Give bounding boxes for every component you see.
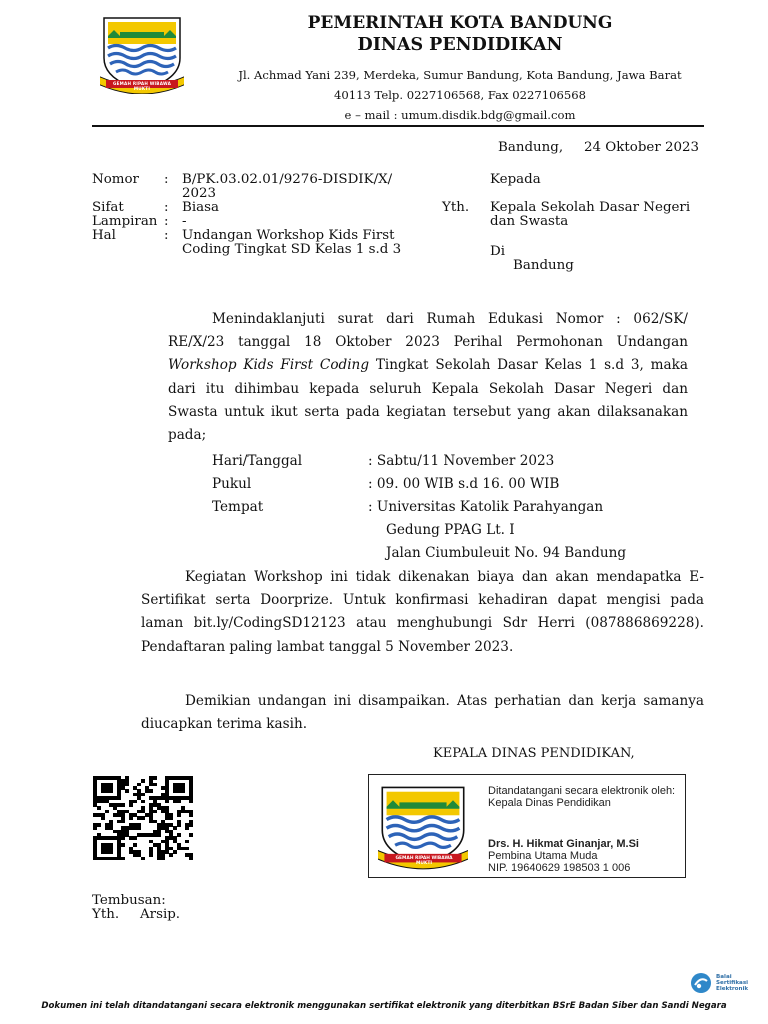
qr-module [177,833,181,837]
para2-text: Kegiatan Workshop ini tidak dikenakan biaya dan akan mendapatka E-Sertifikat serta Doorprize. Untuk konfirmasi kehadiran dapat mengisi pada laman bit.ly/CodingSD12123 atau menghubungi Sdr Herri (087886869228). Pendaftaran paling lambat tanggal 5 November 2023. [141,569,704,655]
meta-label-lampiran: Lampiran [92,214,158,229]
qr-module [121,836,125,840]
meta-value-lampiran: - [182,214,187,229]
email-line: e – mail : umum.disdik.bdg@gmail.com [344,108,576,122]
meta-value-nomor-cont: 2023 [182,186,217,201]
bsre-line-2: Sertifikasi [716,980,749,987]
qr-module [137,783,141,787]
footer-disclaimer: Dokumen ini telah ditandatangani secara elektronik menggunakan sertifikat elektronik yang diterbitkan BSrE Badan Siber dan Sandi Negara [41,1001,727,1011]
qr-module [185,840,189,844]
schedule-value-place: : Universitas Katolik Parahyangan [368,499,604,515]
qr-module [101,816,105,820]
qr-module [141,816,145,820]
qr-module [149,853,153,857]
qr-module [189,857,193,861]
qr-code [93,776,193,860]
body-paragraph-3 [141,690,704,736]
qr-module [153,783,157,787]
schedule-value-time: : 09. 00 WIB s.d 16. 00 WIB [368,476,560,492]
qr-module [141,857,145,861]
qr-module [185,847,189,851]
qr-module [177,813,181,817]
qr-module [153,810,157,814]
qr-module [93,826,97,830]
logo-motto: GEMAH RIPAH WIBAWA MUKTI [112,81,172,91]
qr-module [149,789,153,793]
qr-module [165,800,169,804]
meta-value-hal-cont: Coding Tingkat SD Kelas 1 s.d 3 [182,242,402,257]
qr-module [169,853,173,857]
body-paragraph-2 [141,566,704,659]
meta-sep: : [164,172,169,187]
qr-module [133,843,137,847]
qr-module [129,816,133,820]
recipient-di: Di [490,244,506,259]
qr-module [97,806,101,810]
meta-label-hal: Hal [92,228,116,243]
para1-text-b: Tingkat Sekolah Dasar Kelas 1 s.d 3, maka dari itu dihimbau kepada seluruh Kepala Sekolah Dasar Negeri dan Swasta untuk ikut serta pada kegiatan tersebut yang akan dilaksanakan pada; [168,357,689,444]
qr-module [141,800,145,804]
bsre-logo-text [716,974,748,993]
meta-sep: : [164,214,169,229]
qr-module [161,857,165,861]
tembusan-item: Arsip. [140,907,181,922]
tembusan-yth: Yth. [92,907,120,922]
schedule-label-place: Tempat [212,499,264,515]
venue-line-3: Jalan Ciumbuleuit No. 94 Bandung [386,545,627,561]
qr-module [121,803,125,807]
qr-module [97,823,101,827]
qr-module [125,789,129,793]
qr-module [133,800,137,804]
recipient-name-cont: dan Swasta [490,214,569,229]
qr-module [185,826,189,830]
qr-module [117,796,121,800]
qr-module [189,833,193,837]
qr-module [189,813,193,817]
venue-line-2: Gedung PPAG Lt. I [386,522,515,538]
signatory-position: KEPALA DINAS PENDIDIKAN, [433,746,635,761]
recipient-kepada: Kepada [490,172,541,187]
qr-module [129,803,133,807]
schedule-value-day: : Sabtu/11 November 2023 [368,453,555,469]
para1-italic: Workshop Kids First Coding [168,357,370,374]
signatory-nip: NIP. 19640629 198503 1 006 [488,862,631,874]
signatory-name: Drs. H. Hikmat Ginanjar, M.Si [488,838,639,850]
department-name: DINAS PENDIDIKAN [357,35,563,55]
qr-module [121,843,125,847]
meta-sep: : [164,200,169,215]
bsre-line-1: Balai [716,974,732,980]
qr-module [181,789,185,793]
qr-module [173,826,177,830]
qr-module [157,833,161,837]
recipient-yth: Yth. [442,200,470,215]
date-place: Bandung, [498,140,564,155]
meta-sep: : [164,228,169,243]
qr-module [133,836,137,840]
recipient-name: Kepala Sekolah Dasar Negeri [490,200,691,215]
meta-value-sifat: Biasa [182,200,219,215]
para3-text: Demikian undangan ini disampaikan. Atas perhatian dan kerja samanya diucapkan terima kasih. [141,693,704,733]
meta-value-hal: Undangan Workshop Kids First [182,228,395,243]
esign-caption-1: Ditandatangani secara elektronik oleh: [488,785,676,797]
qr-module [153,776,157,780]
qr-module [189,823,193,827]
meta-label-sifat: Sifat [92,200,124,215]
para1-text-a: Menindaklanjuti surat dari Rumah Edukasi Nomor : 062/SK/ RE/X/23 tanggal 18 Oktober 2023 Perihal Permohonan Undangan [168,311,688,351]
qr-module [109,850,113,854]
qr-module [177,800,181,804]
qr-module [173,850,177,854]
bsre-logo-icon [690,972,712,994]
qr-module [125,783,129,787]
body-paragraph-1 [168,308,688,447]
schedule-label-time: Pukul [212,476,252,492]
qr-module [141,779,145,783]
header-divider [92,125,704,127]
address-line-1: Jl. Achmad Yani 239, Merdeka, Sumur Bandung, Kota Bandung, Jawa Barat [238,68,682,82]
qr-module [105,810,109,814]
qr-module [141,793,145,797]
meta-value-nomor: B/PK.03.02.01/9276-DISDIK/X/ [182,172,393,187]
qr-module [189,800,193,804]
tembusan-title: Tembusan: [92,893,166,908]
esign-caption-2: Kepala Dinas Pendidikan [488,797,611,809]
bsre-line-3: Elektronik [716,986,749,993]
recipient-city: Bandung [513,258,574,273]
signatory-rank: Pembina Utama Muda [488,850,598,862]
address-line-2: 40113 Telp. 0227106568, Fax 0227106568 [333,88,587,102]
logo-motto-small: GEMAH RIPAH WIBAWA MUKTI [395,856,453,866]
institution-name: PEMERINTAH KOTA BANDUNG [307,13,613,33]
schedule-label-day: Hari/Tanggal [212,453,303,469]
meta-label-nomor: Nomor [92,172,139,187]
qr-module [121,820,125,824]
qr-module [109,789,113,793]
qr-module [169,816,173,820]
letter-date: 24 Oktober 2023 [584,140,700,155]
qr-module [121,857,125,861]
qr-module [137,826,141,830]
qr-module [177,823,181,827]
